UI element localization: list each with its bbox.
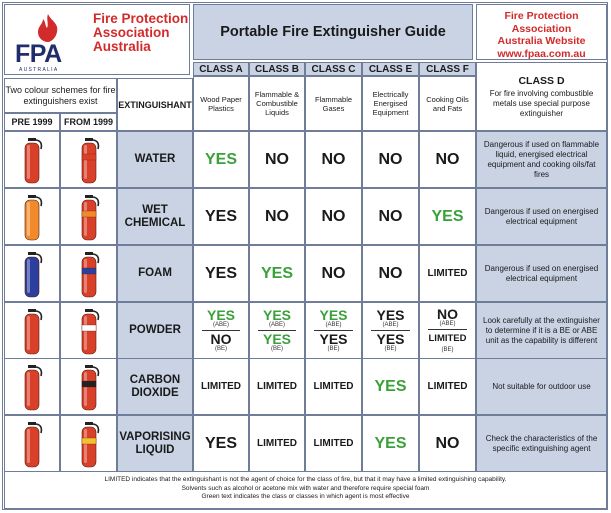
website-box [476,4,607,60]
rating-be-sub: (BE) [327,346,340,352]
rating-be-sub: (BE) [384,346,397,352]
rating-abe: YES [319,307,348,323]
note-vaporising-liquid [476,415,607,472]
extinguishant-header [117,78,193,131]
rating-wet-chemical-class-0 [193,188,249,245]
rating-value: LIMITED [257,437,297,449]
from-1999-extinguisher-carbon-dioxide [60,358,117,415]
rating-powder-class-1 [249,302,305,359]
rating-abe: YES [262,307,291,323]
rating-be: NO [210,331,232,347]
agent-label: WET CHEMICAL [124,203,186,229]
rating-value: YES [204,150,237,168]
rating-be: LIMITED [428,333,467,344]
class-desc-text: Flammable & Combustible Liquids [254,90,300,117]
rating-foam-class-1 [249,245,305,302]
rating-water-class-4 [419,131,476,188]
extinguisher-icon [17,249,47,299]
rating-vaporising-liquid-class-1 [249,415,305,472]
class-label: CLASS E [368,63,413,75]
era-header-0 [4,113,60,131]
rating-wet-chemical-class-2 [305,188,362,245]
rating-water-class-3 [362,131,419,188]
class-description [193,76,249,131]
rating-value: YES [374,434,407,452]
rating-be-sub: (BE) [441,347,454,353]
rating-value: NO [435,434,460,452]
agent-water [117,131,193,188]
rating-divider [428,329,467,330]
pre-1999-extinguisher-carbon-dioxide [4,358,60,415]
from-1999-extinguisher-powder [60,302,117,359]
class-description [419,76,476,131]
class-label: CLASS C [311,63,356,75]
rating-abe-sub: (ABE) [382,322,399,328]
agent-label: POWDER [129,324,181,336]
website-url[interactable]: www.fpaa.com.au [497,47,586,60]
era-label: FROM 1999 [63,117,114,127]
rating-value: LIMITED [257,380,297,392]
agent-carbon-dioxide [117,358,193,415]
rating-foam-class-4 [419,245,476,302]
class-header-class-e [362,62,419,76]
rating-value: LIMITED [313,437,354,449]
rating-vaporising-liquid-class-4 [419,415,476,472]
note-text: Not suitable for outdoor use [492,381,591,391]
agent-label: FOAM [138,267,172,279]
rating-value: NO [378,264,403,282]
rating-value: LIMITED [427,267,468,279]
rating-powder-class-3 [362,302,419,359]
note-text: Dangerous if used on energised electrical equipment [484,206,599,226]
note-carbon-dioxide [476,358,607,415]
agent-wet-chemical [117,188,193,245]
rating-powder-class-4 [419,302,476,359]
from-1999-extinguisher-vaporising-liquid [60,415,117,472]
rating-abe-sub: (ABE) [268,322,285,328]
class-description [362,76,419,131]
extinguisher-icon [17,362,47,412]
rating-vaporising-liquid-class-3 [362,415,419,472]
rating-value: YES [204,434,237,452]
rating-be-sub: (BE) [215,346,227,352]
rating-abe-sub: (ABE) [439,321,456,327]
rating-foam-class-0 [193,245,249,302]
rating-be: YES [319,331,348,347]
rating-carbon-dioxide-class-3 [362,358,419,415]
note-text: Dangerous if used on energised electrical equipment [484,263,599,283]
class-label: CLASS B [255,63,299,75]
agent-label: WATER [134,153,176,165]
rating-value: LIMITED [427,380,468,392]
rating-value: NO [321,207,346,225]
extinguisher-icon [74,192,104,242]
rating-carbon-dioxide-class-4 [419,358,476,415]
extinguisher-icon [74,249,104,299]
flame-icon [31,13,65,43]
extinguisher-icon [17,306,47,356]
era-label: PRE 1999 [11,117,53,127]
rating-wet-chemical-class-1 [249,188,305,245]
footer-line-1: LIMITED indicates that the extinguishant is not the agent of choice for the class of fire, but that it may have a limited extinguishing capability. [104,476,507,483]
website-line2: Australia Website [497,35,586,47]
rating-value: YES [374,377,407,395]
footer-line-3: Green text indicates the class or classes in which agent is most effective [201,493,410,500]
rating-value: NO [378,207,403,225]
class-header-class-a [193,62,249,76]
agent-foam [117,245,193,302]
rating-vaporising-liquid-class-0 [193,415,249,472]
rating-be: YES [376,331,405,347]
class-desc-text: Cooking Oils and Fats [426,94,469,113]
class-header-class-f [419,62,476,76]
extinguisher-icon [74,135,104,185]
rating-abe-sub: (ABE) [212,322,229,328]
rating-carbon-dioxide-class-2 [305,358,362,415]
colour-schemes-note [4,78,117,113]
rating-value: NO [321,264,346,282]
note-wet-chemical [476,188,607,245]
rating-foam-class-2 [305,245,362,302]
rating-vaporising-liquid-class-2 [305,415,362,472]
agent-label: VAPORISING LIQUID [119,430,191,456]
rating-be: YES [262,331,291,347]
rating-value: YES [204,207,237,225]
pre-1999-extinguisher-water [4,131,60,188]
class-desc-text: Flammable Gases [314,94,353,113]
agent-powder [117,302,193,359]
rating-abe: NO [437,306,458,322]
extinguisher-icon [74,306,104,356]
extinguisher-icon [74,362,104,412]
pre-1999-extinguisher-vaporising-liquid [4,415,60,472]
rating-wet-chemical-class-3 [362,188,419,245]
class-d-desc: For fire involving combustible metals use special purpose extinguisher [489,88,594,118]
extinguishant-label: EXTINGUISHANT [118,99,192,110]
extinguisher-icon [74,419,104,469]
rating-value: YES [260,264,293,282]
rating-foam-class-3 [362,245,419,302]
rating-value: NO [265,150,289,168]
colour-schemes-text: Two colour schemes for fire extinguishers exist [5,84,116,106]
rating-abe: YES [206,307,235,323]
rating-value: YES [431,207,464,225]
rating-powder-class-2 [305,302,362,359]
logo-org-name: Fire Protection Association Australia [93,11,189,54]
website-line1: Fire Protection Association [504,10,579,35]
agent-vaporising-liquid [117,415,193,472]
rating-value: NO [435,150,460,168]
note-text: Look carefully at the extinguisher to determine if it is a BE or ABE unit as the capability is different [483,315,600,345]
from-1999-extinguisher-wet-chemical [60,188,117,245]
rating-carbon-dioxide-class-1 [249,358,305,415]
extinguisher-icon [17,135,47,185]
class-d-panel [476,62,607,131]
rating-water-class-2 [305,131,362,188]
note-water [476,131,607,188]
note-foam [476,245,607,302]
note-text: Check the characteristics of the specific extinguishing agent [485,433,598,453]
class-label: CLASS A [199,63,243,75]
pre-1999-extinguisher-wet-chemical [4,188,60,245]
class-desc-text: Wood Paper Plastics [200,94,242,113]
class-desc-text: Electrically Energised Equipment [372,90,409,117]
footer-line-2: Solvents such as alcohol or acetone mix with water and therefore require special foam [181,484,430,492]
class-description [249,76,305,131]
era-header-1 [60,113,117,131]
pre-1999-extinguisher-powder [4,302,60,359]
rating-powder-class-0 [193,302,249,359]
agent-label: CARBON DIOXIDE [129,373,181,399]
from-1999-extinguisher-foam [60,245,117,302]
from-1999-extinguisher-water [60,131,117,188]
rating-be-sub: (BE) [271,346,283,352]
rating-carbon-dioxide-class-0 [193,358,249,415]
logo-country: AUSTRALIA [19,67,59,73]
rating-water-class-1 [249,131,305,188]
logo-acronym: FPA [15,40,62,68]
rating-value: YES [204,264,237,282]
extinguisher-icon [17,192,47,242]
rating-value: LIMITED [313,380,354,392]
rating-value: NO [321,150,346,168]
extinguisher-icon [17,419,47,469]
class-header-class-b [249,62,305,76]
class-d-label: CLASS D [518,74,565,87]
pre-1999-extinguisher-foam [4,245,60,302]
rating-abe: YES [376,307,405,323]
class-label: CLASS F [426,63,469,75]
rating-wet-chemical-class-4 [419,188,476,245]
note-text: Dangerous if used on flammable liquid, energised electrical equipment and cooking oils/fat fires [483,139,600,179]
fpa-logo [4,4,190,75]
class-description [305,76,362,131]
rating-value: NO [378,150,403,168]
class-header-class-c [305,62,362,76]
rating-value: NO [265,207,289,225]
note-powder [476,302,607,359]
page-title: Portable Fire Extinguisher Guide [193,4,473,60]
rating-value: LIMITED [201,380,241,392]
footer-notes [4,471,607,509]
rating-abe-sub: (ABE) [325,322,342,328]
rating-water-class-0 [193,131,249,188]
